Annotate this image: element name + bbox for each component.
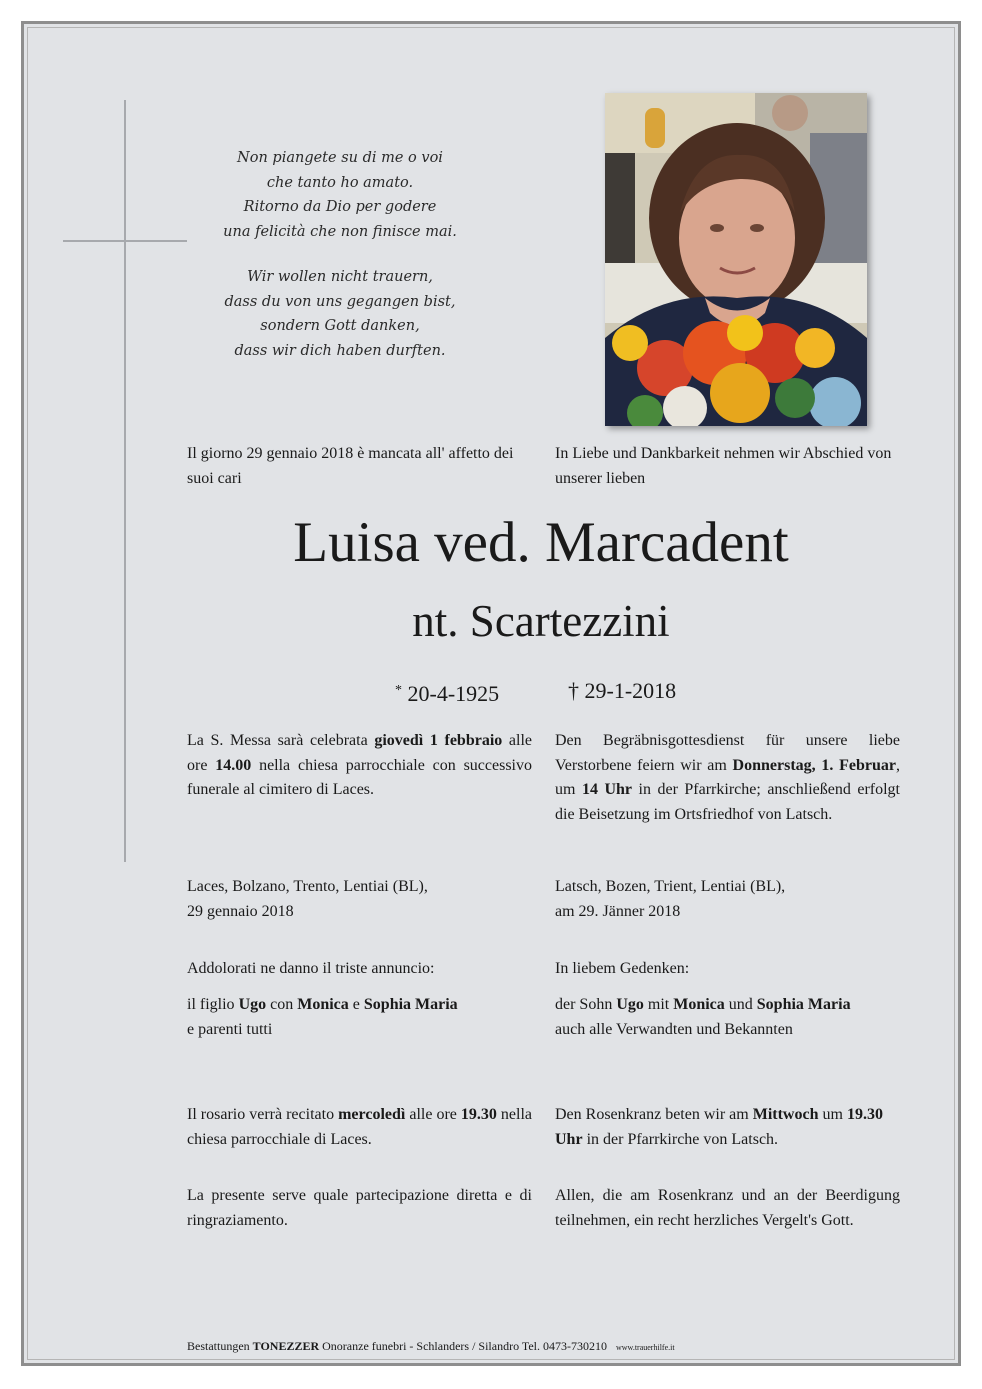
text-run: , um: [555, 756, 901, 798]
date-line: 29 gennaio 2018: [187, 902, 294, 920]
text-run: in der Pfarrkirche von Latsch.: [582, 1130, 779, 1148]
text-run: Bestattungen: [187, 1339, 253, 1353]
text-run: nella chiesa parrocchiale con successivo funerale al cimitero di Laces.: [187, 756, 532, 798]
rosary-italian: [187, 1103, 532, 1152]
mourners-heading-german: In liebem Gedenken:: [555, 960, 690, 977]
mourner-name: Sophia Maria: [756, 996, 851, 1013]
places-line: Latsch, Bozen, Trient, Lentiai (BL),: [555, 878, 786, 895]
poem-line: dass du von uns gegangen bist,: [224, 293, 456, 310]
intro-italian: Il giorno 29 gennaio 2018 è mancata all' affetto dei suoi cari: [187, 445, 514, 487]
mass-day: Donnerstag, 1. Februar: [732, 756, 897, 774]
text-run: in der Pfarrkirche; anschließend erfolgt die Beisetzung im Ortsfriedhof von Latsch.: [555, 781, 900, 823]
text-run: con: [266, 996, 298, 1013]
mourner-name: Monica: [673, 996, 725, 1013]
deceased-maiden-name: nt. Scartezzini: [412, 596, 670, 646]
text-run: Den Begräbnisgottesdienst für unsere liebe Verstorbene feiern wir am: [555, 732, 900, 774]
mourners-line: auch alle Verwandten und Bekannten: [555, 1020, 793, 1038]
rosary-time: 19.30 Uhr: [555, 1106, 883, 1148]
rosary-time: 19.30: [460, 1106, 497, 1123]
rosary-german: [555, 1103, 900, 1152]
mourner-name: Sophia Maria: [363, 996, 458, 1013]
footer: [187, 1338, 675, 1356]
death-symbol: †: [568, 678, 579, 703]
cross-horizontal-bar: [63, 240, 187, 242]
text-run: il figlio: [187, 996, 239, 1013]
death-date: 29-1-2018: [584, 678, 677, 703]
rosary-day: Mittwoch: [752, 1106, 819, 1123]
poem-line: che tanto ho amato.: [266, 174, 414, 191]
text-run: Onoranze funebri - Schlanders / Silandro Tel. 0473-730210: [319, 1339, 607, 1353]
poem-italian: [190, 146, 490, 244]
text-run: La S. Messa sarà celebrata: [187, 732, 375, 749]
poem-line: Ritorno da Dio per godere: [243, 199, 437, 215]
closing-italian: La presente serve quale partecipazione diretta e di ringraziamento.: [187, 1187, 532, 1229]
deceased-name: Luisa ved. Marcadent: [293, 511, 789, 574]
text-run: Il rosario verrà recitato: [187, 1106, 339, 1123]
birth-symbol: *: [395, 683, 402, 698]
poem-german: [190, 265, 490, 363]
mass-time: 14.00: [215, 756, 252, 774]
text-run: alle ore: [187, 732, 532, 774]
mass-italian: [187, 729, 532, 803]
mourners-line: [187, 993, 532, 1018]
poem-line: una felicità che non finisce mai.: [223, 223, 457, 240]
mourner-name: Ugo: [616, 996, 644, 1013]
birth-date: 20-4-1925: [407, 681, 500, 706]
poem-line: Non piangete su di me o voi: [237, 150, 443, 166]
text-run: e: [348, 996, 364, 1013]
text-run: um: [818, 1106, 847, 1123]
closing-german: Allen, die am Rosenkranz und an der Beerdigung teilnehmen, ein recht herzliches Vergelt's Gott.: [555, 1187, 900, 1229]
mourners-italian: [187, 993, 532, 1042]
portrait-photo: [605, 93, 867, 426]
mass-day: giovedì 1 febbraio: [374, 732, 503, 749]
rosary-day: mercoledì: [338, 1106, 406, 1123]
mourner-name: Ugo: [238, 996, 267, 1013]
date-line: am 29. Jänner 2018: [555, 902, 681, 920]
text-run: Den Rosenkranz beten wir am: [555, 1106, 753, 1123]
text-run: alle ore: [405, 1106, 461, 1123]
places-line: Laces, Bolzano, Trento, Lentiai (BL),: [187, 878, 428, 895]
place-date-italian: [187, 875, 532, 924]
birth-date-line: [395, 678, 499, 707]
poem-line: sondern Gott danken,: [260, 318, 420, 334]
poem-line: dass wir dich haben durften.: [234, 342, 446, 359]
place-date-german: [555, 875, 900, 924]
mourners-line: e parenti tutti: [187, 1020, 273, 1038]
website-link[interactable]: www.trauerhilfe.it: [616, 1343, 675, 1352]
death-date-line: [568, 678, 676, 704]
company-name: TONEZZER: [252, 1339, 320, 1353]
mourners-line: [555, 993, 900, 1018]
text-run: nella chiesa parrocchiale di Laces.: [187, 1106, 533, 1148]
mourner-name: Monica: [297, 996, 349, 1013]
poem-line: Wir wollen nicht trauern,: [247, 269, 433, 285]
text-run: und: [724, 996, 757, 1013]
text-run: mit: [643, 996, 674, 1013]
mourners-heading-italian: Addolorati ne danno il triste annuncio:: [187, 960, 435, 977]
mass-german: [555, 729, 900, 827]
mass-time: 14 Uhr: [581, 781, 633, 798]
cross-vertical-bar: [124, 100, 126, 862]
mourners-german: [555, 993, 900, 1042]
intro-german: In Liebe und Dankbarkeit nehmen wir Abschied von unserer lieben: [555, 445, 892, 487]
text-run: der Sohn: [555, 996, 617, 1013]
